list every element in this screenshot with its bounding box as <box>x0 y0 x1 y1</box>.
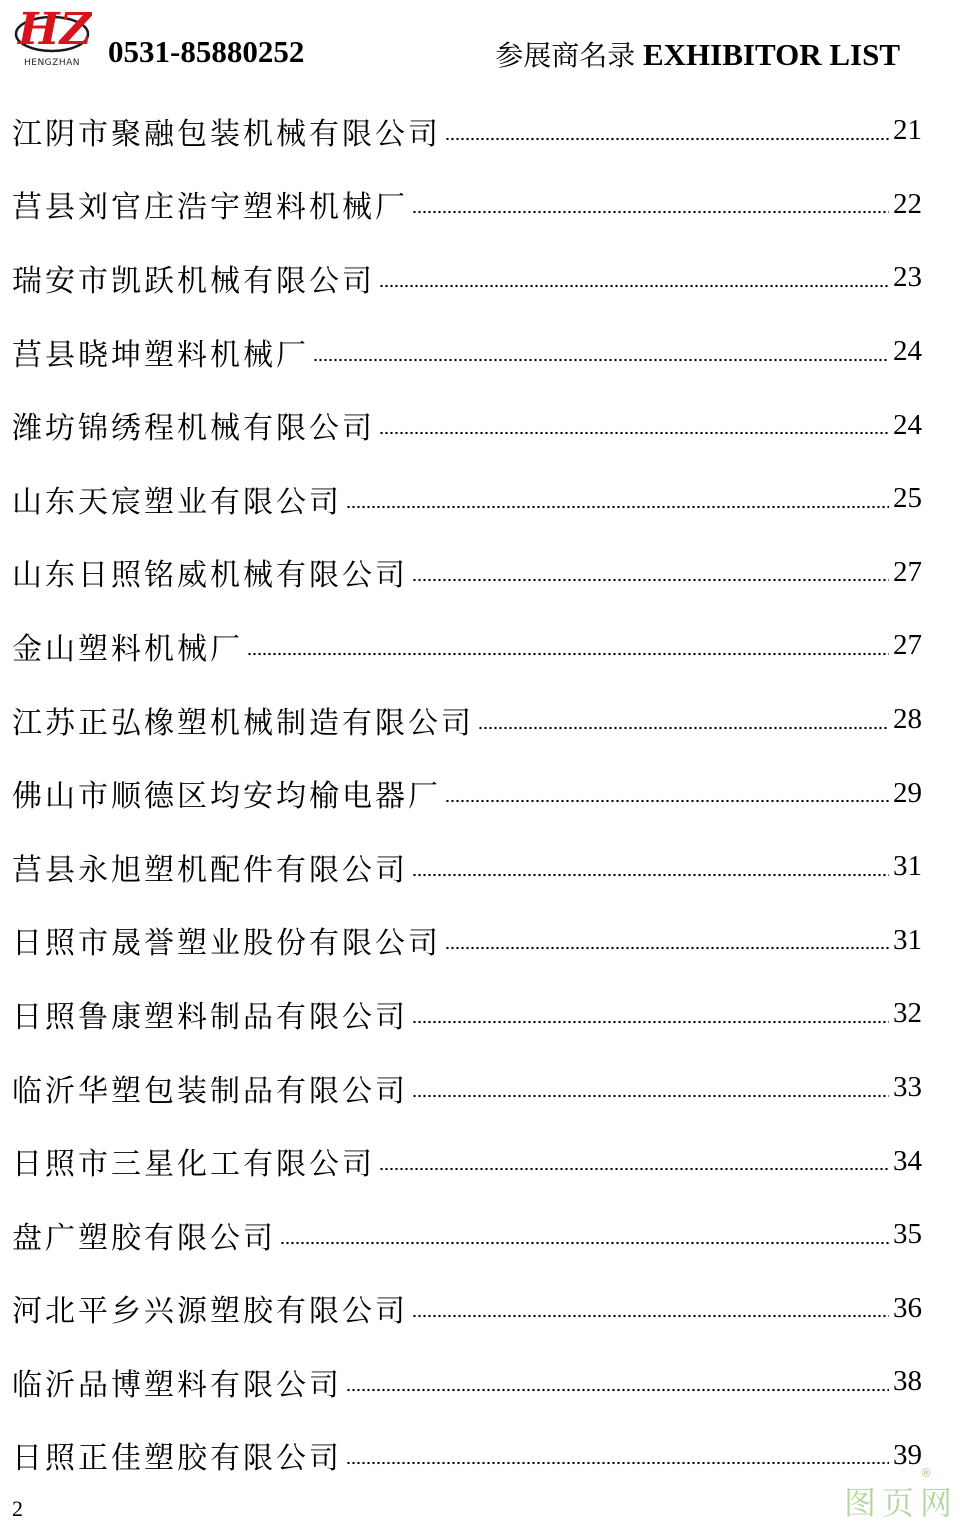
page-number: 2 <box>12 1496 23 1521</box>
toc-entry[interactable] <box>12 1272 922 1346</box>
dot-leader <box>346 505 889 509</box>
exhibitor-name: 山东日照铭威机械有限公司 <box>12 550 412 594</box>
exhibitor-page-number: 29 <box>893 776 922 809</box>
dot-leader <box>445 946 889 950</box>
exhibitor-page-number: 25 <box>893 482 922 515</box>
exhibitor-page-number: 34 <box>893 1144 922 1177</box>
toc-entry[interactable] <box>12 315 922 389</box>
exhibitor-page-number: 21 <box>893 114 922 147</box>
exhibitor-name: 江阴市聚融包装机械有限公司 <box>12 109 445 153</box>
toc-entry[interactable] <box>12 1419 922 1493</box>
header-title-cn: 参展商名录 <box>495 39 636 72</box>
dot-leader <box>346 1461 889 1465</box>
exhibitor-page-number: 33 <box>893 1071 922 1104</box>
toc-entry[interactable] <box>12 904 922 978</box>
exhibitor-page-number: 27 <box>893 629 922 662</box>
exhibitor-name: 临沂品博塑料有限公司 <box>12 1360 346 1404</box>
dot-leader <box>412 1314 889 1318</box>
dot-leader <box>346 1388 889 1392</box>
dot-leader <box>412 1020 889 1024</box>
dot-leader <box>379 284 889 288</box>
dot-leader <box>412 210 889 214</box>
header-title <box>495 34 900 74</box>
toc-entry[interactable] <box>12 1345 922 1419</box>
dot-leader <box>412 1094 889 1098</box>
dot-leader <box>313 358 889 362</box>
exhibitor-name: 日照正佳塑胶有限公司 <box>12 1433 346 1477</box>
exhibitor-name: 河北平乡兴源塑胶有限公司 <box>12 1286 412 1330</box>
toc-entry[interactable] <box>12 683 922 757</box>
toc-entry[interactable] <box>12 977 922 1051</box>
phone-number: 0531-85880252 <box>108 34 305 69</box>
exhibitor-name: 盘广塑胶有限公司 <box>12 1213 280 1257</box>
exhibitor-name: 日照鲁康塑料制品有限公司 <box>12 992 412 1036</box>
dot-leader <box>280 1241 889 1245</box>
exhibitor-page-number: 27 <box>893 555 922 588</box>
header-title-en: EXHIBITOR LIST <box>642 37 900 72</box>
dot-leader <box>412 873 889 877</box>
exhibitor-name: 莒县永旭塑机配件有限公司 <box>12 845 412 889</box>
exhibitor-page-number: 24 <box>893 335 922 368</box>
exhibitor-name: 日照市三星化工有限公司 <box>12 1139 379 1183</box>
dot-leader <box>478 726 889 730</box>
dot-leader <box>379 431 889 435</box>
dot-leader <box>412 578 889 582</box>
exhibitor-name: 临沂华塑包装制品有限公司 <box>12 1066 412 1110</box>
exhibitor-name: 莒县刘官庄浩宇塑料机械厂 <box>12 182 412 226</box>
logo-letters: HZ <box>18 4 92 55</box>
exhibitor-page-number: 31 <box>893 850 922 883</box>
exhibitor-name: 瑞安市凯跃机械有限公司 <box>12 256 379 300</box>
exhibitor-list <box>12 94 922 1492</box>
toc-entry[interactable] <box>12 94 922 168</box>
exhibitor-page-number: 32 <box>893 997 922 1030</box>
watermark-registered-mark: ® <box>920 1466 932 1480</box>
exhibitor-page-number: 39 <box>893 1438 922 1471</box>
toc-entry[interactable] <box>12 830 922 904</box>
toc-entry[interactable] <box>12 241 922 315</box>
exhibitor-page-number: 38 <box>893 1365 922 1398</box>
exhibitor-page-number: 31 <box>893 923 922 956</box>
hengzhan-logo <box>12 4 92 60</box>
toc-entry[interactable] <box>12 462 922 536</box>
exhibitor-page-number: 36 <box>893 1291 922 1324</box>
exhibitor-name: 日照市晟誉塑业股份有限公司 <box>12 918 445 962</box>
page-header <box>0 0 980 95</box>
exhibitor-page-number: 22 <box>893 187 922 220</box>
exhibitor-name: 潍坊锦绣程机械有限公司 <box>12 403 379 447</box>
toc-entry[interactable] <box>12 756 922 830</box>
toc-entry[interactable] <box>12 388 922 462</box>
dot-leader <box>445 799 889 803</box>
toc-entry[interactable] <box>12 1051 922 1125</box>
watermark: 图页网 <box>843 1484 958 1522</box>
exhibitor-name: 佛山市顺德区均安均榆电器厂 <box>12 771 445 815</box>
exhibitor-page-number: 23 <box>893 261 922 294</box>
toc-entry[interactable] <box>12 536 922 610</box>
exhibitor-name: 山东天宸塑业有限公司 <box>12 477 346 521</box>
dot-leader <box>247 652 889 656</box>
dot-leader <box>445 137 889 141</box>
exhibitor-name: 江苏正弘橡塑机械制造有限公司 <box>12 698 478 742</box>
toc-entry[interactable] <box>12 168 922 242</box>
toc-entry[interactable] <box>12 1124 922 1198</box>
toc-entry[interactable] <box>12 609 922 683</box>
exhibitor-name: 莒县晓坤塑料机械厂 <box>12 330 313 374</box>
toc-entry[interactable] <box>12 1198 922 1272</box>
exhibitor-name: 金山塑料机械厂 <box>12 624 247 668</box>
dot-leader <box>379 1167 889 1171</box>
exhibitor-page-number: 24 <box>893 408 922 441</box>
exhibitor-page-number: 28 <box>893 703 922 736</box>
logo-caption: HENGZHAN <box>24 58 80 68</box>
exhibitor-page-number: 35 <box>893 1218 922 1251</box>
